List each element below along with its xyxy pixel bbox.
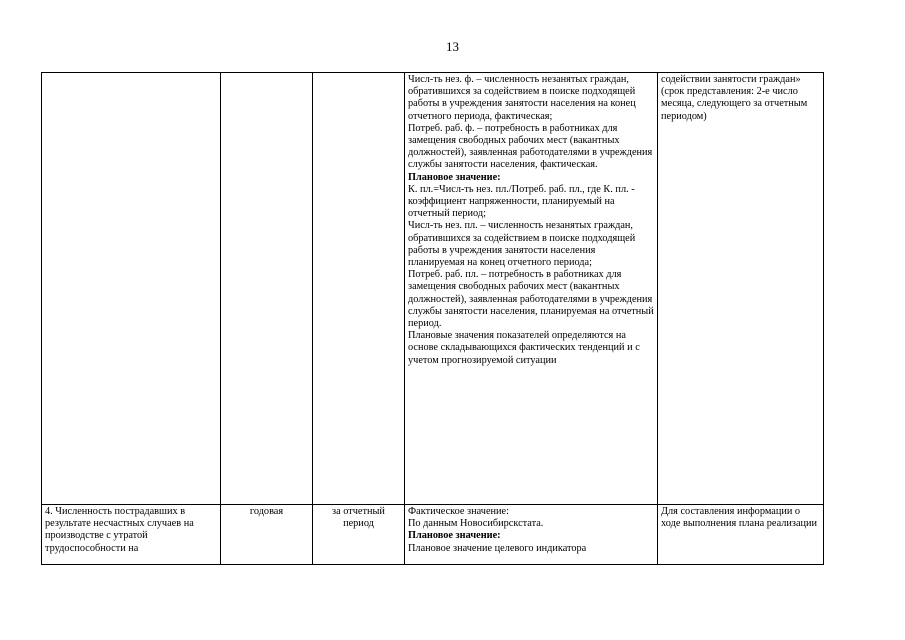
method-paragraph: Потреб. раб. ф. – потребность в работниках для замещения свободных рабочих мест (вакантных должностей), заявленная работодателями в учреждения службы занятости населения, фактическая. — [408, 122, 653, 171]
page-number: 13 — [446, 39, 459, 54]
table-row — [42, 73, 824, 505]
indicator-name-cell: 4. Численность пострадавших в результате несчастных случаев на производстве с утратой трудоспособности на — [42, 505, 221, 565]
period-cell — [313, 73, 405, 505]
planned-value-heading: Плановое значение: — [408, 530, 501, 542]
planned-value-heading: Плановое значение: — [408, 171, 501, 183]
calculation-method-cell — [405, 505, 658, 565]
method-paragraph: Плановые значения показателей определяются на основе складывающихся фактических тенденций и с учетом прогнозируемой ситуации — [408, 330, 640, 366]
method-paragraph: Потреб. раб. пл. – потребность в работниках для замещения свободных рабочих мест (вакантных должностей), заявленная работодателями в учреждения службы занятости населения, планируемая на отчетный период. — [408, 269, 654, 330]
calculation-method-cell — [405, 73, 658, 505]
periodicity-cell: годовая — [221, 505, 313, 565]
source-cell: содействии занятости граждан» (срок представления: 2-е число месяца, следующего за отчетным периодом) — [658, 73, 824, 505]
method-paragraph: Плановое значение целевого индикатора — [408, 542, 587, 554]
method-paragraph: Числ-ть нез. ф. – численность незанятых граждан, обратившихся за содействием в поиске подходящей работы в учреждения занятости населения на конец отчетного периода, фактическая; — [408, 74, 636, 122]
table-row — [42, 505, 824, 565]
period-cell: за отчетный период — [313, 505, 405, 565]
periodicity-cell — [221, 73, 313, 505]
method-paragraph: По данным Новосибирскстата. — [408, 518, 544, 530]
actual-value-heading: Фактическое значение: — [408, 506, 509, 517]
method-paragraph: Числ-ть нез. пл. – численность незанятых граждан, обратившихся за содействием в поиске подходящей работы в учреждения занятости населения планируемая на конец отчетного периода; — [408, 220, 636, 269]
indicator-table — [41, 72, 824, 565]
method-paragraph: К. пл.=Числ-ть нез. пл./Потреб. раб. пл., где К. пл. - коэффициент напряженности, планируемый на отчетный период; — [408, 183, 635, 220]
source-cell: Для составления информации о ходе выполнения плана реализации — [658, 505, 824, 565]
indicator-name-cell — [42, 73, 221, 505]
